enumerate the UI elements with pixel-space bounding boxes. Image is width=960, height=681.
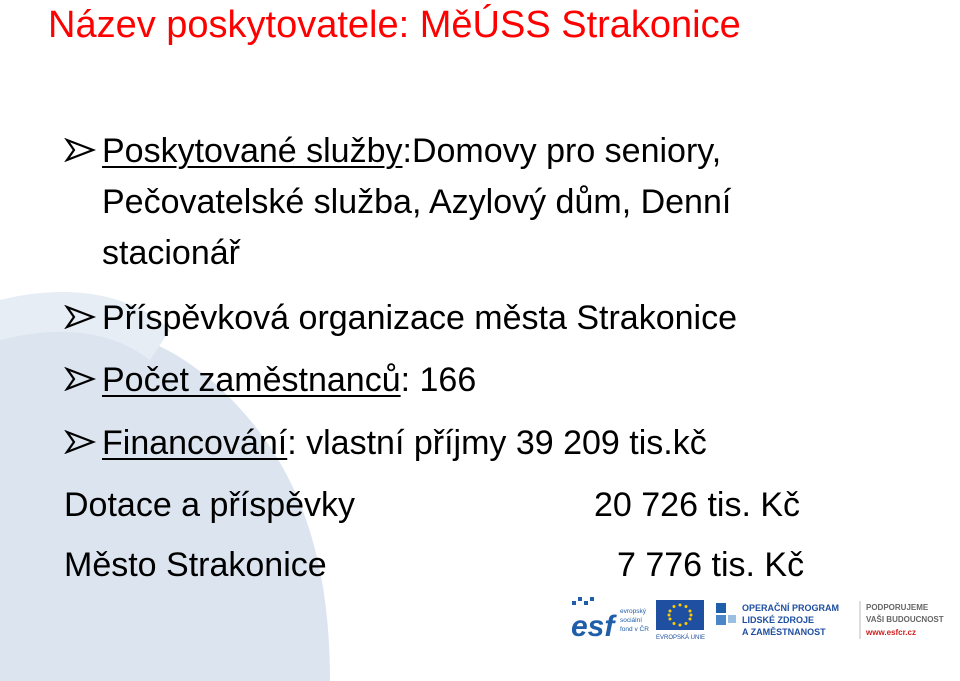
arrow-bullet-icon bbox=[64, 367, 98, 391]
services-continued: Pečovatelské služba, Azylový dům, Denní bbox=[102, 183, 732, 221]
support-url: www.esfcr.cz bbox=[866, 628, 916, 637]
services-label: Poskytované služby bbox=[102, 132, 403, 170]
support-slogan-logo bbox=[860, 601, 944, 639]
bullet-text bbox=[102, 126, 721, 177]
op-line-3: A ZAMĚSTNANOST bbox=[742, 627, 826, 637]
op-lzz-logo bbox=[716, 602, 839, 637]
arrow-bullet-icon bbox=[64, 430, 98, 454]
funding-name-city: Město Strakonice bbox=[64, 546, 327, 584]
employees-value: : 166 bbox=[400, 361, 477, 399]
op-line-1: OPERAČNÍ PROGRAM bbox=[742, 603, 840, 613]
esf-caption-1: evropský bbox=[620, 608, 647, 615]
eu-caption: EVROPSKÁ UNIE bbox=[656, 635, 706, 641]
arrow-bullet-icon bbox=[64, 138, 98, 162]
organization-text: Příspěvková organizace města Strakonice bbox=[102, 299, 737, 337]
bullet-text bbox=[102, 418, 707, 469]
support-line-2: VAŠI BUDOUCNOST bbox=[866, 615, 944, 624]
arrow-bullet-icon bbox=[64, 305, 98, 329]
bullet-text bbox=[102, 355, 476, 406]
support-line-1: PODPORUJEME bbox=[866, 603, 929, 612]
esf-logo bbox=[571, 597, 649, 643]
services-continued-2: stacionář bbox=[102, 234, 240, 272]
sponsor-logos bbox=[570, 595, 960, 645]
funding-name-grants: Dotace a příspěvky bbox=[64, 486, 356, 524]
financing-label: Financování bbox=[102, 424, 288, 462]
page-title: Název poskytovatele: MěÚSS Strakonice bbox=[48, 4, 741, 46]
funding-amount-grants: 20 726 tis. Kč bbox=[594, 486, 801, 524]
esf-mark: esf bbox=[571, 610, 615, 643]
employees-label: Počet zaměstnanců bbox=[102, 361, 401, 399]
esf-caption-3: fond v ČR bbox=[620, 626, 649, 633]
services-value: :Domovy pro seniory, bbox=[402, 132, 722, 170]
funding-amount-city: 7 776 tis. Kč bbox=[617, 546, 805, 584]
esf-caption-2: sociální bbox=[620, 617, 643, 624]
op-line-2: LIDSKÉ ZDROJE bbox=[742, 615, 815, 625]
eu-flag-logo bbox=[656, 600, 705, 641]
financing-value: : vlastní příjmy 39 209 tis.kč bbox=[287, 424, 707, 462]
